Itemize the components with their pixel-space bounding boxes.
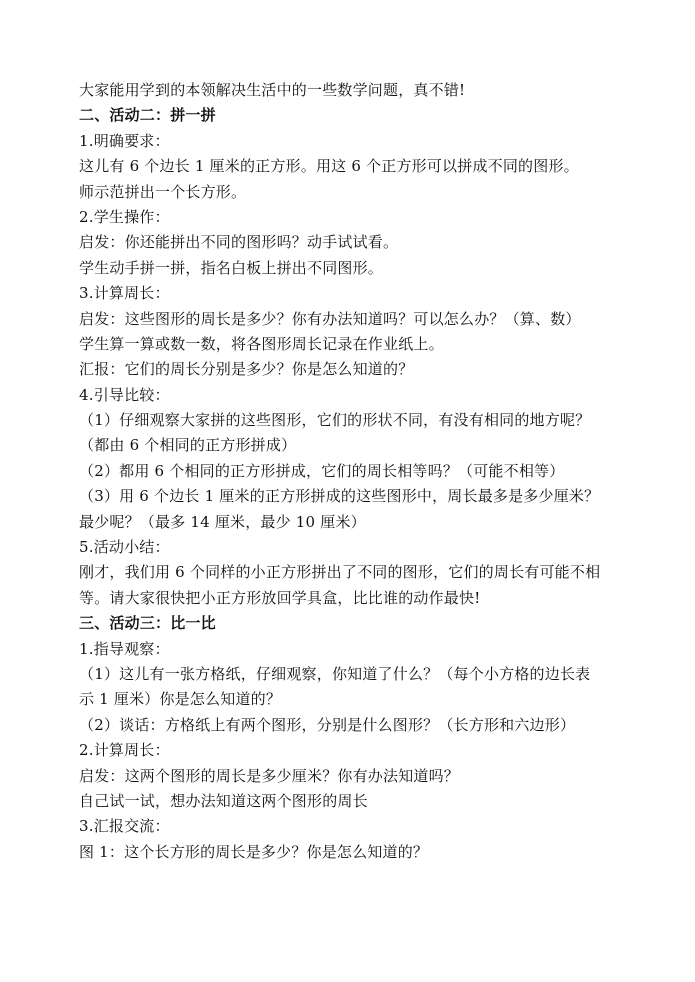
- text-line: （1）这儿有一张方格纸，仔细观察，你知道了什么？（每个小方格的边长表: [79, 664, 591, 683]
- text-line: 2.学生操作：: [79, 207, 170, 226]
- text-line: 1.指导观察：: [79, 639, 170, 658]
- text-line: 汇报：它们的周长分别是多少？你是怎么知道的？: [79, 360, 414, 379]
- text-line: 师示范拼出一个长方形。: [79, 182, 247, 201]
- text-line: 3.汇报交流：: [79, 817, 170, 836]
- section-heading: 二、活动二：拼一拼: [79, 106, 216, 125]
- text-line: 大家能用学到的本领解决生活中的一些数学问题，真不错!: [79, 81, 466, 99]
- text-line: 启发：你还能拼出不同的图形吗？动手试试看。: [79, 233, 399, 252]
- text-line: 自己试一试，想办法知道这两个图形的周长: [79, 791, 368, 810]
- text-line: （2）谈话：方格纸上有两个图形，分别是什么图形？（长方形和六边形）: [79, 715, 576, 734]
- text-line: 学生动手拼一拼，指名白板上拼出不同图形。: [79, 258, 384, 277]
- text-line: 图 1：这个长方形的周长是多少？你是怎么知道的？: [79, 842, 429, 861]
- text-line: 4.引导比较：: [79, 385, 170, 404]
- text-line: 最少呢？（最多 14 厘米，最少 10 厘米）: [79, 512, 366, 531]
- text-line: （2）都用 6 个相同的正方形拼成，它们的周长相等吗？（可能不相等）: [79, 461, 565, 480]
- text-line: 启发：这些图形的周长是多少？你有办法知道吗？可以怎么办？（算、数）: [79, 309, 581, 328]
- text-line: 这儿有 6 个边长 1 厘米的正方形。用这 6 个正方形可以拼成不同的图形。: [79, 157, 579, 176]
- text-line: 等。请大家很快把小正方形放回学具盒，比比谁的动作最快!: [79, 588, 481, 607]
- text-line: （1）仔细观察大家拼的这些图形，它们的形状不同，有没有相同的地方呢？: [79, 411, 591, 430]
- text-line: 刚才，我们用 6 个同样的小正方形拼出了不同的图形，它们的周长有可能不相: [79, 563, 601, 582]
- text-line: 启发：这两个图形的周长是多少厘米？你有办法知道吗？: [79, 766, 460, 785]
- text-line: 2.计算周长：: [79, 741, 170, 760]
- text-line: 5.活动小结：: [79, 538, 170, 557]
- text-line: （都由 6 个相同的正方形拼成）: [79, 436, 297, 455]
- text-line: 学生算一算或数一数，将各图形周长记录在作业纸上。: [79, 334, 444, 353]
- section-heading: 三、活动三：比一比: [79, 614, 216, 633]
- document-body: [79, 78, 639, 865]
- text-line: （3）用 6 个边长 1 厘米的正方形拼成的这些图形中，周长最多是多少厘米？: [79, 487, 600, 506]
- text-line: 3.计算周长：: [79, 284, 170, 303]
- text-line: 1.明确要求：: [79, 131, 170, 150]
- text-line: 示 1 厘米）你是怎么知道的？: [79, 690, 282, 709]
